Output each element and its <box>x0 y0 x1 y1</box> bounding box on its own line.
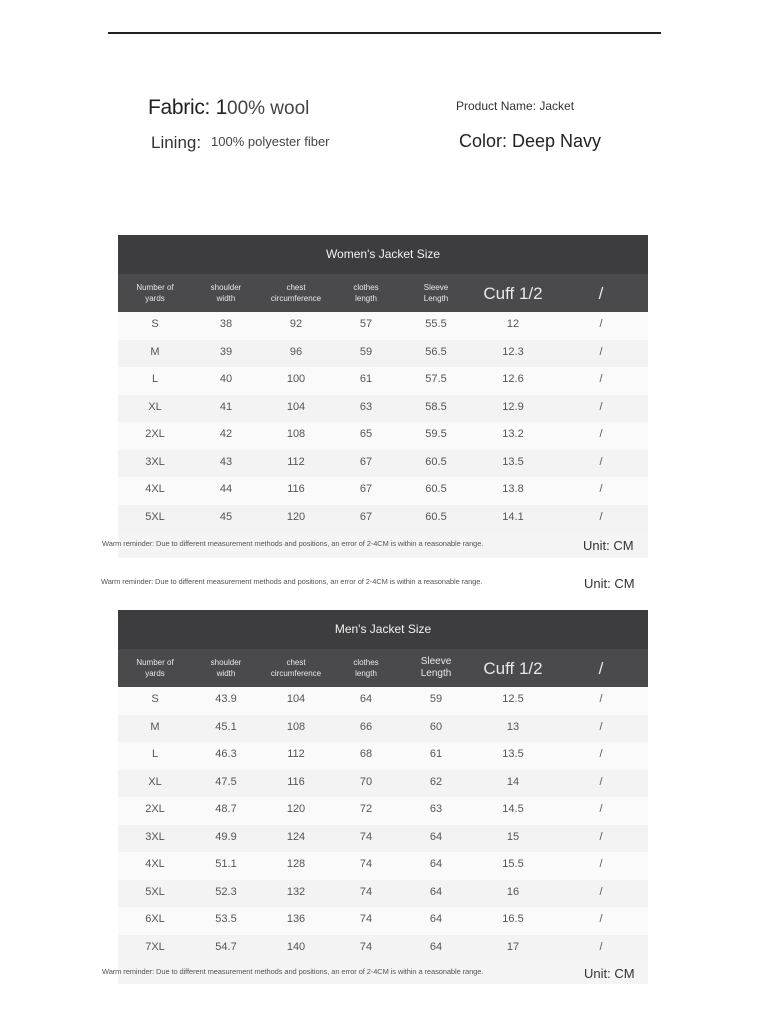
table-cell: 63 <box>359 400 373 413</box>
table-cell: 74 <box>359 858 373 870</box>
table-cell: 47.5 <box>215 775 237 788</box>
table-cell: 12.3 <box>502 345 524 358</box>
table-cell: M <box>150 345 160 358</box>
table-cell: XL <box>148 400 162 413</box>
table-row <box>118 340 648 368</box>
womens-header-cell <box>566 274 636 312</box>
table-cell: 74 <box>359 830 373 843</box>
table-cell: 60.5 <box>425 483 447 495</box>
mens-table-header <box>118 649 648 687</box>
table-cell: / <box>599 913 603 925</box>
mens-size-table <box>118 610 648 984</box>
table-cell: 108 <box>286 428 306 440</box>
table-cell: 14.1 <box>502 510 524 523</box>
table-cell: 14 <box>506 775 520 788</box>
table-cell: 14.5 <box>502 803 524 815</box>
womens-size-table <box>118 235 648 558</box>
table-cell: 64 <box>429 830 443 843</box>
mens-header-cell <box>261 649 331 687</box>
table-cell: 5XL <box>145 510 165 523</box>
table-cell: / <box>599 318 603 330</box>
table-cell: 48.7 <box>215 803 237 815</box>
womens-table-header <box>118 274 648 312</box>
table-cell: 51.1 <box>215 858 237 870</box>
table-cell: 124 <box>286 830 306 843</box>
table-cell: 60 <box>429 720 443 733</box>
table-cell: 67 <box>359 510 373 523</box>
table-cell: 16 <box>506 885 520 898</box>
table-cell: 13 <box>506 720 520 733</box>
table-cell: 17 <box>506 940 520 953</box>
table-row <box>118 797 648 825</box>
table-row <box>118 770 648 798</box>
table-row <box>118 505 648 533</box>
table-cell: 44 <box>219 483 233 495</box>
middle-reminder-note: Warm reminder: Due to different measurement methods and positions, an error of 2-4CM is within a reasonable range. <box>101 577 483 586</box>
table-cell: 12 <box>506 318 520 330</box>
table-cell: 59 <box>359 345 373 358</box>
table-cell: 60.5 <box>425 455 447 468</box>
table-cell: L <box>151 373 159 385</box>
table-row <box>118 395 648 423</box>
table-cell: 65 <box>359 428 373 440</box>
womens-header-text: Cuff 1/2 <box>483 283 543 303</box>
table-cell: 67 <box>359 455 373 468</box>
table-row <box>118 825 648 853</box>
table-cell: 12.6 <box>502 373 524 385</box>
table-cell: / <box>599 345 603 358</box>
table-row <box>118 715 648 743</box>
womens-table-body <box>118 312 648 532</box>
table-cell: 6XL <box>145 913 165 925</box>
table-cell: M <box>150 720 160 733</box>
middle-unit-label: Unit: CM <box>584 576 635 591</box>
product-name: Product Name: Jacket <box>456 99 575 113</box>
mens-header-cell <box>191 649 261 687</box>
table-cell: / <box>599 940 603 953</box>
top-divider <box>108 32 661 34</box>
womens-header-text: shoulder width <box>210 283 242 303</box>
table-cell: 49.9 <box>215 830 237 843</box>
table-cell: 3XL <box>145 455 165 468</box>
table-cell: 42 <box>219 428 233 440</box>
table-row <box>118 477 648 505</box>
fabric-spec <box>148 96 309 120</box>
table-cell: 132 <box>286 885 306 898</box>
table-row <box>118 312 648 340</box>
table-cell: 2XL <box>145 428 165 440</box>
table-cell: 58.5 <box>425 400 447 413</box>
table-cell: S <box>151 693 159 705</box>
table-cell: 68 <box>359 748 373 760</box>
table-cell: 7XL <box>145 940 165 953</box>
table-cell: 112 <box>287 455 305 468</box>
table-cell: 5XL <box>145 885 165 898</box>
mens-header-text: shoulder width <box>210 658 242 678</box>
table-cell: 13.8 <box>502 483 524 495</box>
lining-label: Lining: <box>151 133 202 152</box>
table-cell: 12.5 <box>502 693 524 705</box>
table-cell: 13.5 <box>502 748 524 760</box>
womens-header-cell <box>401 274 471 312</box>
womens-header-cell <box>191 274 261 312</box>
table-cell: 64 <box>429 940 443 953</box>
table-cell: 64 <box>429 885 443 898</box>
table-cell: 74 <box>359 940 373 953</box>
womens-header-text: chest circumference <box>270 283 322 303</box>
mens-header-text: Cuff 1/2 <box>483 658 543 678</box>
table-cell: 43.9 <box>215 693 237 705</box>
table-row <box>118 687 648 715</box>
mens-header-cell <box>401 649 471 687</box>
table-cell: 59 <box>429 693 443 705</box>
table-cell: 2XL <box>145 803 165 815</box>
womens-header-text: Sleeve Length <box>423 283 449 303</box>
table-cell: 55.5 <box>425 318 447 330</box>
table-cell: 104 <box>286 693 306 705</box>
color-spec: Color: Deep Navy <box>459 131 602 151</box>
table-cell: 15 <box>506 830 520 843</box>
mens-header-cell <box>478 649 548 687</box>
table-cell: 64 <box>429 858 443 870</box>
table-cell: 64 <box>429 913 443 925</box>
table-cell: 41 <box>219 400 233 413</box>
womens-header-cell <box>120 274 190 312</box>
mens-header-cell <box>331 649 401 687</box>
table-cell: / <box>599 693 603 705</box>
womens-header-cell <box>478 274 548 312</box>
table-cell: 53.5 <box>215 913 237 925</box>
table-cell: L <box>151 748 159 760</box>
table-cell: 54.7 <box>215 940 237 953</box>
mens-table-title: Men's Jacket Size <box>118 610 648 649</box>
table-cell: 120 <box>286 510 306 523</box>
table-cell: 56.5 <box>425 345 447 358</box>
mens-table-body <box>118 687 648 962</box>
womens-reminder-note: Warm reminder: Due to different measurement methods and positions, an error of 2-4CM is within a reasonable range. <box>102 539 484 548</box>
table-cell: 46.3 <box>215 748 237 760</box>
table-cell: 52.3 <box>215 885 237 898</box>
womens-header-text: Number of yards <box>136 283 174 303</box>
table-cell: S <box>151 318 159 330</box>
table-cell: 16.5 <box>502 913 524 925</box>
table-cell: 128 <box>286 858 306 870</box>
table-cell: 15.5 <box>502 858 524 870</box>
mens-header-cell <box>120 649 190 687</box>
mens-header-text: clothes length <box>353 658 379 678</box>
table-cell: 12.9 <box>502 400 524 413</box>
mens-reminder-note: Warm reminder: Due to different measurement methods and positions, an error of 2-4CM is within a reasonable range. <box>102 967 484 976</box>
table-cell: 116 <box>287 483 305 495</box>
table-cell: 66 <box>359 720 373 733</box>
mens-header-cell <box>566 649 636 687</box>
table-cell: 74 <box>359 913 373 925</box>
table-row <box>118 422 648 450</box>
table-cell: 100 <box>286 373 306 385</box>
womens-unit-label: Unit: CM <box>583 538 634 553</box>
table-cell: / <box>599 373 603 385</box>
table-cell: XL <box>148 775 162 788</box>
lining-value: 100% polyester fiber <box>211 134 330 149</box>
table-cell: / <box>599 830 603 843</box>
table-cell: 57 <box>359 318 373 330</box>
womens-header-cell <box>331 274 401 312</box>
fabric-label: Fabric: 1 <box>148 96 227 119</box>
table-cell: 39 <box>219 345 233 358</box>
table-row <box>118 852 648 880</box>
table-cell: 136 <box>286 913 306 925</box>
table-cell: / <box>599 455 603 468</box>
table-cell: / <box>599 483 603 495</box>
table-row <box>118 935 648 963</box>
table-cell: / <box>599 775 603 788</box>
table-cell: 4XL <box>145 483 165 495</box>
mens-header-text: Number of yards <box>136 658 174 678</box>
table-cell: 96 <box>289 345 303 358</box>
table-cell: 43 <box>219 455 233 468</box>
table-row <box>118 907 648 935</box>
table-cell: 63 <box>429 803 443 815</box>
mens-header-text: chest circumference <box>270 658 322 678</box>
table-cell: / <box>599 400 603 413</box>
womens-header-text: clothes length <box>353 283 379 303</box>
table-cell: / <box>599 748 603 760</box>
table-cell: / <box>599 720 603 733</box>
table-cell: 62 <box>429 775 443 788</box>
table-cell: 45.1 <box>215 720 237 733</box>
table-cell: 140 <box>286 940 306 953</box>
table-cell: 70 <box>359 775 373 788</box>
table-cell: 13.2 <box>502 428 524 440</box>
table-row <box>118 742 648 770</box>
table-row <box>118 450 648 478</box>
table-cell: 104 <box>286 400 306 413</box>
fabric-value: 00% wool <box>227 98 310 119</box>
table-cell: / <box>599 858 603 870</box>
womens-header-text: / <box>598 283 604 303</box>
table-cell: 45 <box>219 510 233 523</box>
table-cell: / <box>599 428 603 440</box>
table-cell: 64 <box>359 693 373 705</box>
mens-header-text: / <box>598 658 604 678</box>
table-cell: / <box>599 510 603 523</box>
table-cell: 61 <box>359 373 373 385</box>
table-cell: 57.5 <box>425 373 447 385</box>
table-cell: 72 <box>359 803 373 815</box>
table-row <box>118 367 648 395</box>
table-cell: 108 <box>286 720 306 733</box>
table-cell: / <box>599 885 603 898</box>
table-cell: 74 <box>359 885 373 898</box>
table-cell: 4XL <box>145 858 165 870</box>
table-cell: 92 <box>289 318 303 330</box>
mens-header-text: Sleeve Length <box>420 656 452 679</box>
table-cell: 67 <box>359 483 373 495</box>
table-cell: / <box>599 803 603 815</box>
table-cell: 112 <box>287 748 305 760</box>
mens-unit-label: Unit: CM <box>584 966 635 981</box>
table-cell: 120 <box>286 803 306 815</box>
table-cell: 13.5 <box>502 455 524 468</box>
table-row <box>118 880 648 908</box>
table-cell: 38 <box>219 318 233 330</box>
table-cell: 3XL <box>145 830 165 843</box>
table-cell: 40 <box>219 373 233 385</box>
womens-table-title: Women's Jacket Size <box>118 235 648 274</box>
womens-header-cell <box>261 274 331 312</box>
table-cell: 59.5 <box>425 428 447 440</box>
table-cell: 61 <box>429 748 443 760</box>
table-cell: 116 <box>287 775 305 788</box>
table-cell: 60.5 <box>425 510 447 523</box>
